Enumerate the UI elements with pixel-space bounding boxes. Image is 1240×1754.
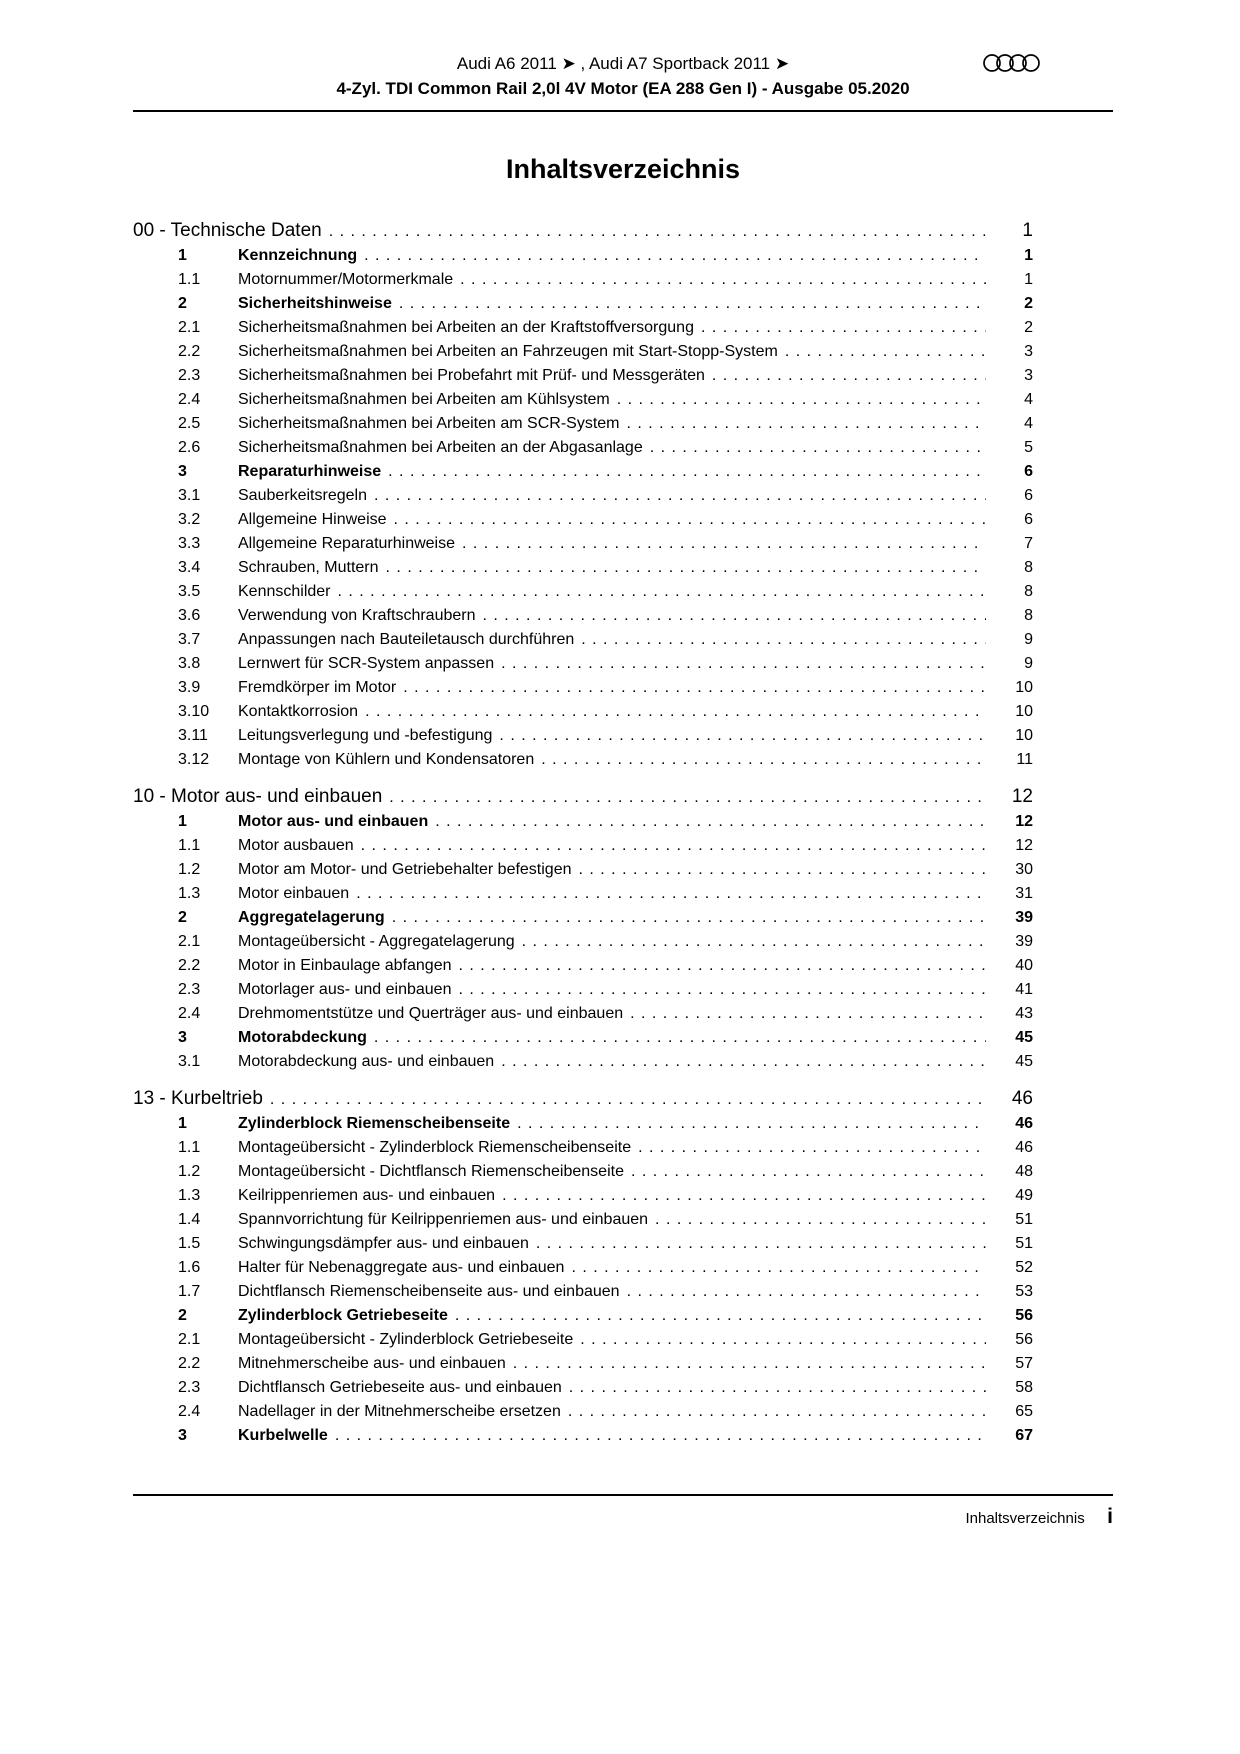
entry-page: 11 [1016, 751, 1033, 768]
toc-entry-row [133, 316, 1033, 340]
entry-number: 2.3 [178, 981, 201, 998]
dot-leader [785, 340, 986, 364]
entry-number: 2.3 [178, 1379, 201, 1396]
dot-leader [579, 858, 987, 882]
entry-number: 1.1 [178, 271, 201, 288]
entry-title: Montageübersicht - Zylinderblock Getriebeseite [238, 1331, 574, 1348]
toc-entry-row [133, 532, 1033, 556]
document-header [133, 52, 1113, 112]
dot-leader [329, 220, 986, 244]
toc-chapter-row [133, 219, 1033, 244]
entry-page: 3 [1024, 367, 1033, 384]
entry-title: Motor ausbauen [238, 837, 354, 854]
entry-title: Montageübersicht - Dichtflansch Riemenscheibenseite [238, 1163, 624, 1180]
header-text [133, 52, 1113, 102]
dot-leader [399, 292, 986, 316]
entry-page: 48 [1015, 1163, 1033, 1180]
toc-entry-row [133, 244, 1033, 268]
entry-number: 2.2 [178, 957, 201, 974]
toc-entry-row [133, 268, 1033, 292]
dot-leader [638, 1136, 986, 1160]
entry-number: 3.12 [178, 751, 210, 768]
entry-page: 45 [1015, 1053, 1033, 1070]
entry-page: 3 [1024, 343, 1033, 360]
dot-leader [569, 1376, 986, 1400]
entry-page: 9 [1024, 655, 1033, 672]
toc-entry-row [133, 1050, 1033, 1074]
entry-number: 1.5 [178, 1235, 201, 1252]
entry-title: Sicherheitsmaßnahmen bei Arbeiten am Kühlsystem [238, 391, 610, 408]
dot-leader [522, 930, 986, 954]
entry-number: 3 [178, 1029, 187, 1046]
entry-title: Sicherheitsmaßnahmen bei Probefahrt mit Prüf- und Messgeräten [238, 367, 705, 384]
dot-leader [627, 412, 987, 436]
dot-leader [365, 700, 986, 724]
dot-leader [536, 1232, 986, 1256]
entry-title: Sicherheitshinweise [238, 295, 392, 312]
entry-number: 3.9 [178, 679, 201, 696]
entry-title: Reparaturhinweise [238, 463, 382, 480]
entry-page: 2 [1024, 295, 1033, 312]
entry-page: 4 [1024, 391, 1033, 408]
dot-leader [403, 676, 986, 700]
entry-page: 2 [1024, 319, 1033, 336]
entry-title: Montageübersicht - Zylinderblock Riemenscheibenseite [238, 1139, 632, 1156]
dot-leader [499, 724, 986, 748]
dot-leader [386, 556, 986, 580]
entry-page: 10 [1015, 703, 1033, 720]
entry-title: Motorabdeckung [238, 1029, 367, 1046]
toc-chapter-row [133, 785, 1033, 810]
entry-title: Motor am Motor- und Getriebehalter befestigen [238, 861, 572, 878]
entry-page: 56 [1015, 1331, 1033, 1348]
entry-page: 45 [1015, 1029, 1033, 1046]
dot-leader [462, 532, 986, 556]
toc-entry-row [133, 1026, 1033, 1050]
entry-number: 2 [178, 909, 187, 926]
entry-title: Keilrippenriemen aus- und einbauen [238, 1187, 496, 1204]
dot-leader [517, 1112, 986, 1136]
toc-entry-row [133, 1328, 1033, 1352]
dot-leader [435, 810, 986, 834]
entry-title: Dichtflansch Getriebeseite aus- und einbauen [238, 1379, 562, 1396]
entry-title: Kennzeichnung [238, 247, 358, 264]
chapter-label: 13 - Kurbeltrieb [133, 1088, 263, 1109]
entry-title: Motor einbauen [238, 885, 350, 902]
entry-title: Zylinderblock Riemenscheibenseite [238, 1115, 511, 1132]
entry-title: Fremdkörper im Motor [238, 679, 397, 696]
entry-page: 51 [1015, 1211, 1033, 1228]
entry-number: 2.1 [178, 933, 201, 950]
entry-number: 1.7 [178, 1283, 201, 1300]
entry-number: 3.4 [178, 559, 201, 576]
toc-entry-row [133, 930, 1033, 954]
entry-page: 46 [1015, 1115, 1033, 1132]
entry-page: 65 [1015, 1403, 1033, 1420]
dot-leader [394, 508, 986, 532]
entry-page: 40 [1015, 957, 1033, 974]
entry-title: Schwingungsdämpfer aus- und einbauen [238, 1235, 529, 1252]
entry-number: 3.10 [178, 703, 210, 720]
toc-entry-row [133, 1424, 1033, 1448]
toc-entry-row [133, 1002, 1033, 1026]
dot-leader [571, 1256, 986, 1280]
chapter-page: 46 [1011, 1088, 1033, 1109]
entry-page: 39 [1015, 909, 1033, 926]
chapter-page: 12 [1011, 786, 1033, 807]
entry-title: Halter für Nebenaggregate aus- und einbauen [238, 1259, 565, 1276]
entry-number: 2.1 [178, 319, 201, 336]
dot-leader [580, 1328, 986, 1352]
toc-entry-row [133, 954, 1033, 978]
chapter-label: 00 - Technische Daten [133, 220, 322, 241]
entry-number: 2.5 [178, 415, 201, 432]
toc-entry-row [133, 604, 1033, 628]
entry-title: Motor in Einbaulage abfangen [238, 957, 452, 974]
entry-number: 2.4 [178, 1005, 201, 1022]
entry-page: 57 [1015, 1355, 1033, 1372]
toc-entry-row [133, 508, 1033, 532]
dot-leader [392, 906, 986, 930]
entry-number: 3.3 [178, 535, 201, 552]
toc-entry-row [133, 724, 1033, 748]
dot-leader [374, 1026, 986, 1050]
entry-title: Dichtflansch Riemenscheibenseite aus- und einbauen [238, 1283, 620, 1300]
dot-leader [388, 460, 986, 484]
dot-leader [655, 1208, 986, 1232]
toc-entry-row [133, 364, 1033, 388]
entry-title: Spannvorrichtung für Keilrippenriemen aus- und einbauen [238, 1211, 649, 1228]
dot-leader [270, 1088, 986, 1112]
entry-page: 53 [1015, 1283, 1033, 1300]
entry-number: 2.6 [178, 439, 201, 456]
toc-entry-row [133, 1232, 1033, 1256]
entry-page: 56 [1015, 1307, 1033, 1324]
entry-number: 3.11 [178, 727, 208, 744]
entry-page: 41 [1015, 981, 1033, 998]
dot-leader [338, 580, 987, 604]
dot-leader [455, 1304, 986, 1328]
dot-leader [335, 1424, 986, 1448]
entry-title: Sicherheitsmaßnahmen bei Arbeiten an der Kraftstoffversorgung [238, 319, 694, 336]
entry-title: Montage von Kühlern und Kondensatoren [238, 751, 535, 768]
footer-section-label: Inhaltsverzeichnis [965, 1510, 1085, 1527]
toc-entry-row [133, 460, 1033, 484]
toc-entry-row [133, 388, 1033, 412]
entry-title: Sicherheitsmaßnahmen bei Arbeiten am SCR-System [238, 415, 620, 432]
toc-entry-row [133, 834, 1033, 858]
entry-title: Zylinderblock Getriebeseite [238, 1307, 448, 1324]
entry-number: 2.1 [178, 1331, 201, 1348]
entry-page: 12 [1015, 837, 1033, 854]
dot-leader [389, 786, 986, 810]
dot-leader [701, 316, 986, 340]
entry-title: Motorlager aus- und einbauen [238, 981, 452, 998]
toc-entry-row [133, 556, 1033, 580]
chapter-label: 10 - Motor aus- und einbauen [133, 786, 383, 807]
entry-page: 10 [1015, 727, 1033, 744]
dot-leader [356, 882, 986, 906]
footer-text [133, 1496, 1113, 1529]
dot-leader [502, 1184, 986, 1208]
dot-leader [482, 604, 986, 628]
toc-entry-row [133, 1400, 1033, 1424]
toc-entry-row [133, 1208, 1033, 1232]
header-model-line: Audi A6 2011 ➤ , Audi A7 Sportback 2011 ➤ [456, 54, 790, 73]
toc-entry-row [133, 412, 1033, 436]
entry-number: 3.5 [178, 583, 201, 600]
entry-title: Lernwert für SCR-System anpassen [238, 655, 495, 672]
entry-number: 2.4 [178, 391, 201, 408]
entry-number: 2.2 [178, 1355, 201, 1372]
entry-title: Allgemeine Reparaturhinweise [238, 535, 456, 552]
entry-title: Aggregatelagerung [238, 909, 385, 926]
entry-number: 2.4 [178, 1403, 201, 1420]
entry-title: Verwendung von Kraftschraubern [238, 607, 476, 624]
entry-number: 1.2 [178, 861, 201, 878]
dot-leader [541, 748, 986, 772]
entry-number: 2 [178, 1307, 187, 1324]
entry-page: 12 [1015, 813, 1033, 830]
toc-entry-row [133, 1136, 1033, 1160]
dot-leader [501, 1050, 986, 1074]
dot-leader [364, 244, 986, 268]
toc-entry-row [133, 978, 1033, 1002]
audi-rings-icon [983, 53, 1041, 78]
entry-page: 67 [1015, 1427, 1033, 1444]
entry-title: Leitungsverlegung und -befestigung [238, 727, 493, 744]
toc-entry-row [133, 1256, 1033, 1280]
dot-leader [361, 834, 986, 858]
toc-entry-row [133, 1352, 1033, 1376]
entry-page: 7 [1024, 535, 1033, 552]
entry-page: 30 [1015, 861, 1033, 878]
entry-number: 1.4 [178, 1211, 201, 1228]
dot-leader [568, 1400, 986, 1424]
toc-entry-row [133, 700, 1033, 724]
toc-entry-row [133, 1184, 1033, 1208]
entry-title: Kennschilder [238, 583, 331, 600]
entry-title: Mitnehmerscheibe aus- und einbauen [238, 1355, 506, 1372]
entry-page: 39 [1015, 933, 1033, 950]
toc-entry-row [133, 436, 1033, 460]
entry-title: Allgemeine Hinweise [238, 511, 387, 528]
dot-leader [374, 484, 986, 508]
entry-title: Sicherheitsmaßnahmen bei Arbeiten an der Abgasanlage [238, 439, 643, 456]
toc-entry-row [133, 484, 1033, 508]
entry-title: Motorabdeckung aus- und einbauen [238, 1053, 495, 1070]
entry-number: 1.3 [178, 1187, 201, 1204]
entry-number: 3.6 [178, 607, 201, 624]
dot-leader [650, 436, 986, 460]
toc-entry-row [133, 580, 1033, 604]
toc-entry-row [133, 1304, 1033, 1328]
entry-page: 52 [1015, 1259, 1033, 1276]
entry-number: 3.1 [178, 1053, 201, 1070]
entry-number: 1 [178, 1115, 187, 1132]
entry-number: 3.8 [178, 655, 201, 672]
entry-page: 58 [1015, 1379, 1033, 1396]
entry-page: 51 [1015, 1235, 1033, 1252]
dot-leader [458, 978, 986, 1002]
dot-leader [460, 268, 986, 292]
entry-page: 10 [1015, 679, 1033, 696]
entry-title: Drehmomentstütze und Querträger aus- und einbauen [238, 1005, 624, 1022]
entry-page: 6 [1024, 463, 1033, 480]
entry-page: 1 [1024, 271, 1033, 288]
entry-title: Montageübersicht - Aggregatelagerung [238, 933, 515, 950]
page-title: Inhaltsverzeichnis [505, 154, 741, 184]
dot-leader [627, 1280, 986, 1304]
toc-entry-row [133, 858, 1033, 882]
entry-page: 8 [1024, 583, 1033, 600]
toc-entry-row [133, 628, 1033, 652]
toc-chapter-row [133, 1087, 1033, 1112]
entry-number: 1.3 [178, 885, 201, 902]
entry-number: 3.7 [178, 631, 201, 648]
entry-number: 1.1 [178, 1139, 201, 1156]
document-footer [133, 1494, 1113, 1529]
entry-page: 6 [1024, 487, 1033, 504]
entry-number: 2.3 [178, 367, 201, 384]
entry-page: 4 [1024, 415, 1033, 432]
dot-leader [513, 1352, 986, 1376]
toc-entry-row [133, 1376, 1033, 1400]
entry-title: Kontaktkorrosion [238, 703, 359, 720]
entry-page: 31 [1015, 885, 1033, 902]
entry-title: Sicherheitsmaßnahmen bei Arbeiten an Fahrzeugen mit Start-Stopp-System [238, 343, 778, 360]
entry-page: 9 [1024, 631, 1033, 648]
entry-title: Motornummer/Motormerkmale [238, 271, 454, 288]
toc-entry-row [133, 676, 1033, 700]
entry-number: 1 [178, 813, 187, 830]
toc-entry-row [133, 748, 1033, 772]
entry-number: 3.1 [178, 487, 201, 504]
chapter-page: 1 [1022, 220, 1033, 241]
entry-number: 1 [178, 247, 187, 264]
entry-title: Nadellager in der Mitnehmerscheibe ersetzen [238, 1403, 561, 1420]
toc-entry-row [133, 652, 1033, 676]
entry-number: 1.2 [178, 1163, 201, 1180]
header-engine-line: 4-Zyl. TDI Common Rail 2,0l 4V Motor (EA 288 Gen I) - Ausgabe 05.2020 [336, 79, 910, 98]
entry-page: 49 [1015, 1187, 1033, 1204]
entry-number: 3 [178, 463, 187, 480]
entry-title: Kurbelwelle [238, 1427, 328, 1444]
dot-leader [501, 652, 986, 676]
entry-number: 3.2 [178, 511, 201, 528]
toc-entry-row [133, 292, 1033, 316]
toc-entry-row [133, 1160, 1033, 1184]
dot-leader [459, 954, 987, 978]
entry-page: 46 [1015, 1139, 1033, 1156]
entry-page: 5 [1024, 439, 1033, 456]
dot-leader [630, 1002, 986, 1026]
entry-title: Schrauben, Muttern [238, 559, 379, 576]
toc-entry-row [133, 340, 1033, 364]
header-divider [133, 110, 1113, 112]
toc [133, 219, 1033, 1448]
entry-page: 6 [1024, 511, 1033, 528]
entry-page: 1 [1024, 247, 1033, 264]
entry-page: 43 [1015, 1005, 1033, 1022]
entry-number: 2.2 [178, 343, 201, 360]
entry-number: 2 [178, 295, 187, 312]
dot-leader [631, 1160, 986, 1184]
dot-leader [712, 364, 986, 388]
entry-number: 1.1 [178, 837, 201, 854]
entry-title: Sauberkeitsregeln [238, 487, 367, 504]
entry-title: Motor aus- und einbauen [238, 813, 429, 830]
entry-number: 1.6 [178, 1259, 201, 1276]
dot-leader [617, 388, 986, 412]
entry-page: 8 [1024, 607, 1033, 624]
entry-page: 8 [1024, 559, 1033, 576]
toc-entry-row [133, 882, 1033, 906]
footer-page-number: i [1107, 1505, 1113, 1528]
entry-title: Anpassungen nach Bauteiletausch durchführen [238, 631, 575, 648]
toc-entry-row [133, 1280, 1033, 1304]
toc-entry-row [133, 906, 1033, 930]
toc-entry-row [133, 810, 1033, 834]
dot-leader [581, 628, 986, 652]
entry-number: 3 [178, 1427, 187, 1444]
toc-entry-row [133, 1112, 1033, 1136]
